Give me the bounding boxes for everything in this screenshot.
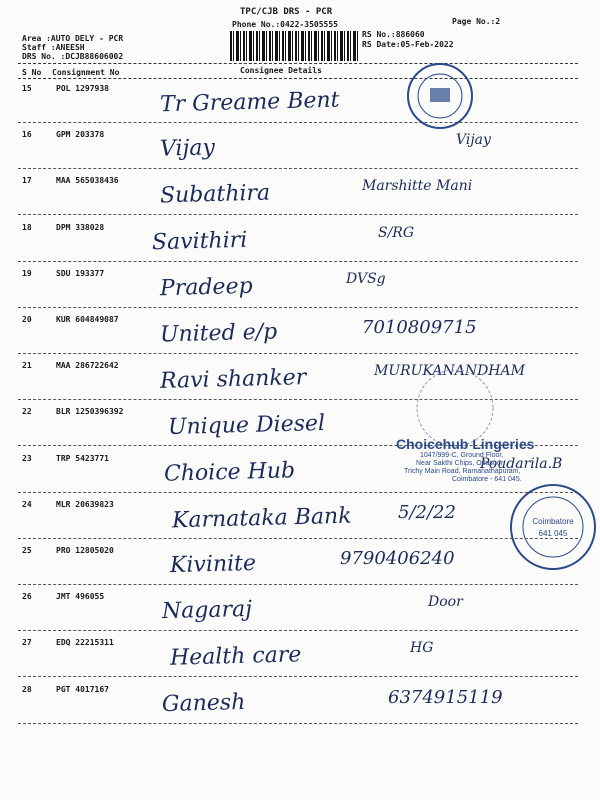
rs-date: RS Date:05-Feb-2022: [362, 40, 454, 49]
row-divider: [18, 214, 578, 215]
barcode: [230, 31, 358, 61]
row-consignment: GPM 203378: [56, 130, 105, 140]
row-divider: [18, 538, 578, 539]
row-signature: 7010809715: [362, 317, 477, 338]
row-consignee-name: Ganesh: [161, 689, 246, 717]
row-signature: Vijay: [456, 132, 491, 149]
row-sno: 18: [22, 222, 32, 232]
row-sno: 26: [22, 592, 32, 602]
row-consignment: PRO 12805020: [56, 546, 114, 555]
row-signature: Poudarila.B: [480, 455, 563, 472]
row-divider: [18, 630, 578, 631]
row-sno: 24: [22, 499, 32, 509]
row-consignee-name: Ravi shanker: [159, 365, 307, 395]
row-divider: [18, 723, 578, 724]
row-consignment: POL 1297938: [56, 84, 109, 93]
row-consignee-name: United e/p: [159, 319, 278, 348]
row-sno: 20: [22, 315, 32, 324]
row-consignment: KUR 604849087: [56, 315, 119, 324]
header-divider: [18, 78, 578, 79]
column-sno: S No: [22, 68, 42, 77]
row-consignee-name: Kivinite: [169, 550, 257, 579]
phone-number: Phone No.:0422-3505555: [232, 20, 338, 29]
row-consignee-name: Pradeep: [159, 273, 253, 302]
stamp-name: Choicehub Lingeries: [396, 436, 535, 452]
row-consignment: SDU 193377: [56, 268, 105, 278]
row-sno: 21: [22, 361, 32, 371]
row-sno: 15: [22, 84, 32, 93]
bank-city: Coimbatore: [532, 517, 574, 526]
row-consignment: MLR 20639823: [56, 499, 114, 509]
row-consignment: PGT 4017167: [56, 684, 109, 694]
row-consignment: BLR 1250396392: [56, 407, 124, 417]
row-consignment: MAA 565038436: [56, 176, 119, 186]
row-signature: HG: [410, 640, 434, 657]
drs-number: DRS No. :DCJB88606002: [22, 52, 124, 61]
row-sno: 17: [22, 176, 32, 186]
row-signature: Marshitte Mani: [362, 178, 473, 195]
row-sno: 28: [22, 684, 32, 694]
stamp-line: Trichy Main Road, Ramanathapuram,: [404, 468, 521, 475]
row-signature: 9790406240: [340, 548, 455, 569]
row-signature: DVSg: [346, 270, 386, 287]
stamp-line: 1047/999-C, Ground Floor,: [420, 452, 504, 459]
row-sno: 16: [22, 130, 32, 140]
row-consignee-name: Subathira: [159, 180, 271, 209]
staff-label: Staff :ANEESH: [22, 43, 85, 52]
stamp-line: Coimbatore - 641 045.: [452, 476, 522, 483]
page-number: Page No.:2: [452, 17, 501, 26]
row-consignment: MAA 286722642: [56, 361, 119, 371]
row-sno: 27: [22, 638, 32, 648]
row-signature: MURUKANANDHAM: [374, 363, 525, 380]
row-divider: [18, 168, 578, 169]
row-divider: [18, 307, 578, 308]
row-divider: [18, 353, 578, 354]
row-sno: 23: [22, 453, 32, 463]
row-divider: [18, 492, 578, 493]
row-consignment: DPM 338028: [56, 222, 105, 232]
column-consignee: Consignee Details: [240, 66, 322, 75]
bank-pin: 641 045: [538, 529, 568, 538]
row-signature: 6374915119: [388, 686, 503, 708]
row-signature: S/RG: [378, 224, 415, 241]
row-consignee-name: Savithiri: [151, 227, 248, 255]
row-consignee-name: Health care: [169, 642, 302, 672]
rs-number: RS No.:886060: [362, 30, 425, 39]
row-consignee-name: Choice Hub: [163, 457, 296, 487]
bank-seal: [508, 482, 598, 572]
row-consignee-name: Vijay: [159, 135, 216, 162]
row-signature: 5/2/22: [398, 501, 456, 523]
row-consignee-name: Tr Greame Bent: [159, 87, 340, 118]
row-signature: Door: [428, 594, 463, 611]
sheet-title: TPC/CJB DRS - PCR: [240, 7, 333, 17]
courier-seal: [404, 60, 476, 132]
row-consignment: JMT 496055: [56, 592, 105, 602]
area-label: Area :AUTO DELY - PCR: [22, 34, 124, 43]
row-divider: [18, 261, 578, 262]
row-divider: [18, 122, 578, 123]
row-consignee-name: Unique Diesel: [167, 411, 326, 441]
row-divider: [18, 584, 578, 585]
row-consignee-name: Karnataka Bank: [171, 503, 352, 534]
row-sno: 25: [22, 546, 32, 555]
stamp-line: Near Sakthi Chips, Odusoor,: [416, 460, 505, 467]
row-consignee-name: Nagaraj: [161, 597, 253, 625]
row-consignment: EDQ 22215311: [56, 638, 114, 648]
choicehub-stamp: [396, 436, 576, 484]
row-sno: 19: [22, 268, 32, 278]
column-consignment: Consignment No: [52, 68, 120, 77]
row-sno: 22: [22, 407, 32, 417]
row-consignment: TRP 5423771: [56, 453, 109, 463]
header-divider: [18, 63, 578, 64]
row-divider: [18, 676, 578, 677]
